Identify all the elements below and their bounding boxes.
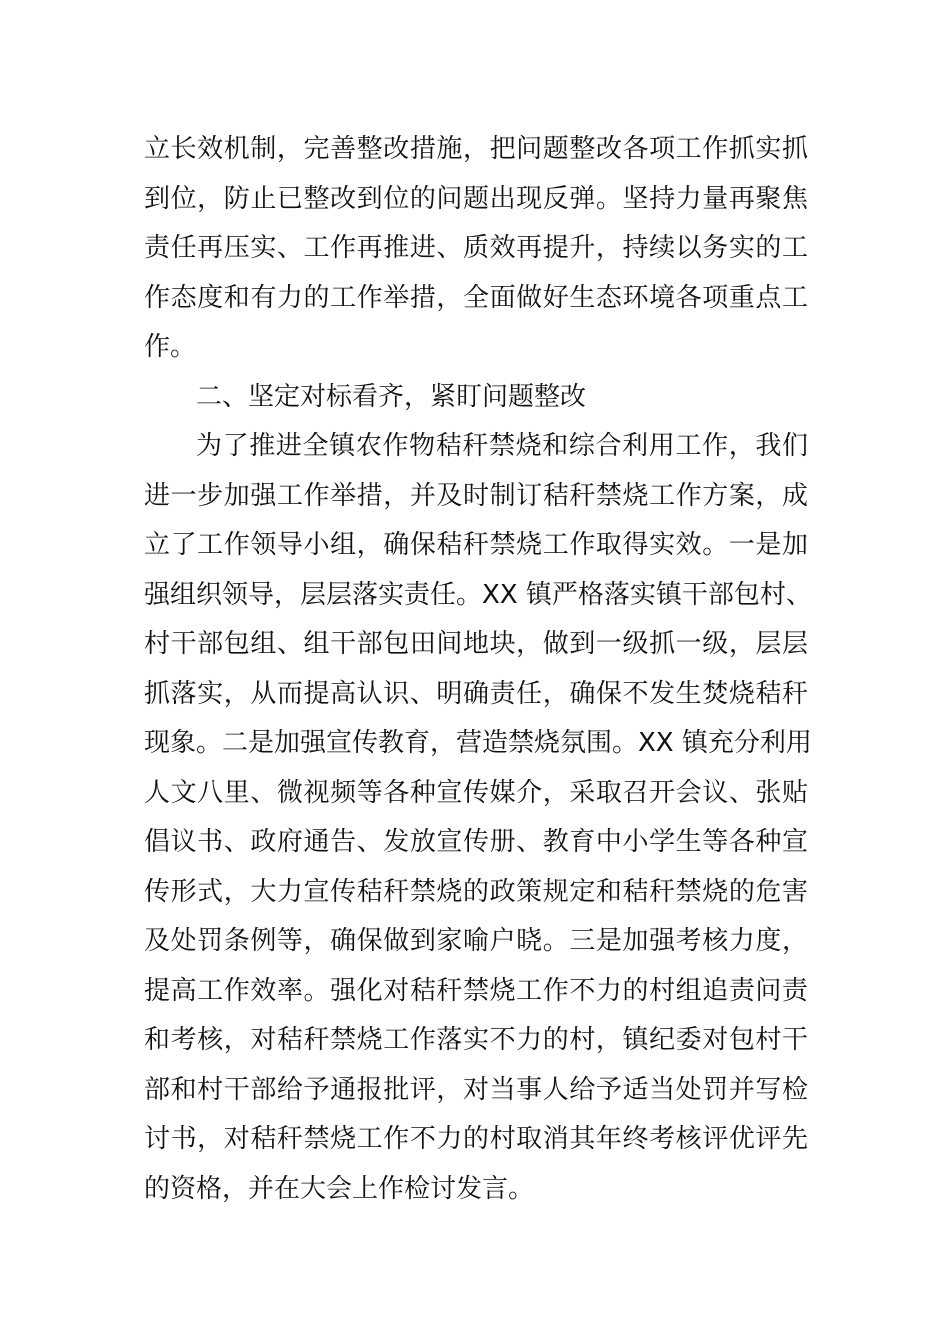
text-line: 责任再压实、工作再推进、质效再提升，持续以务实的工: [144, 233, 808, 263]
text-line: 部和村干部给予通报批评，对当事人给予适当处罚并写检: [144, 1074, 808, 1105]
section-heading: 二、坚定对标看齐，紧盯问题整改: [196, 381, 587, 412]
document-body: [144, 125, 812, 1214]
text-line: 强组织领导，层层落实责任。XX 镇严格落实镇干部包村、: [144, 579, 812, 610]
text-line: 传形式，大力宣传秸秆禁烧的政策规定和秸秆禁烧的危害: [144, 876, 808, 907]
text-line: 的资格，并在大会上作检讨发言。: [144, 1173, 535, 1204]
text-line: 提高工作效率。强化对秸秆禁烧工作不力的村组追责问责: [144, 975, 808, 1006]
text-line: 立长效机制，完善整改措施，把问题整改各项工作抓实抓: [144, 134, 808, 164]
text-line: 现象。二是加强宣传教育，营造禁烧氛围。XX 镇充分利用: [144, 728, 812, 758]
text-line: 和考核，对秸秆禁烧工作落实不力的村，镇纪委对包村干: [144, 1025, 808, 1055]
text-line: 为了推进全镇农作物秸秆禁烧和综合利用工作，我们: [196, 431, 808, 461]
text-line: 到位，防止已整改到位的问题出现反弹。坚持力量再聚焦: [144, 183, 808, 214]
text-line: 作态度和有力的工作举措，全面做好生态环境各项重点工: [144, 282, 808, 313]
text-line: 讨书，对秸秆禁烧工作不力的村取消其年终考核评优评先: [144, 1124, 808, 1154]
text-line: 抓落实，从而提高认识、明确责任，确保不发生焚烧秸秆: [144, 678, 808, 709]
text-line: 人文八里、微视频等各种宣传媒介，采取召开会议、张贴: [144, 777, 808, 808]
text-line: 进一步加强工作举措，并及时制订秸秆禁烧工作方案，成: [144, 480, 808, 511]
text-line: 及处罚条例等，确保做到家喻户晓。三是加强考核力度，: [144, 926, 808, 956]
text-line: 立了工作领导小组，确保秸秆禁烧工作取得实效。一是加: [144, 530, 808, 560]
text-line: 作。: [144, 332, 197, 362]
text-line: 倡议书、政府通告、发放宣传册、教育中小学生等各种宣: [144, 827, 808, 857]
text-line: 村干部包组、组干部包田间地块，做到一级抓一级，层层: [144, 629, 808, 659]
